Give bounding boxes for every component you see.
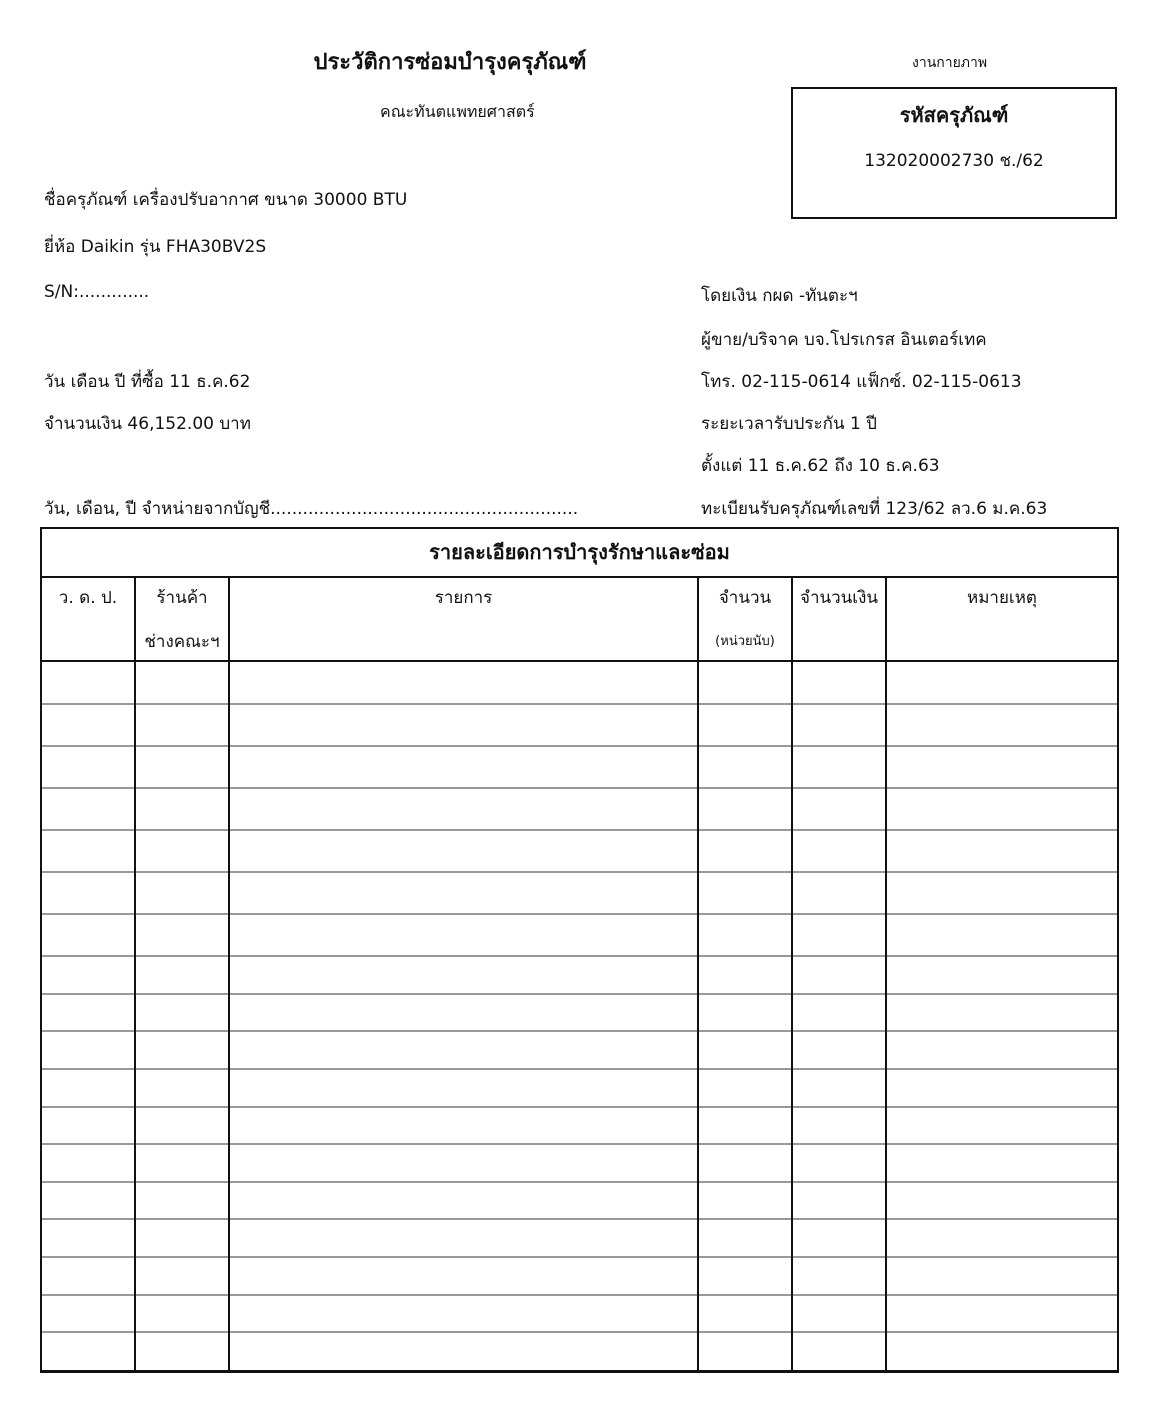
table-row-divider	[42, 703, 1117, 705]
col-header-remarks-text: หมายเหตุ	[967, 588, 1037, 608]
col-header-item-text: รายการ	[434, 588, 493, 608]
table-row-divider	[42, 1143, 1117, 1145]
col-header-date-text: ว. ด. ป.	[58, 588, 118, 608]
column-divider	[791, 578, 793, 1370]
serial-number: S/N:.............	[44, 282, 150, 302]
warranty-period: ตั้งแต่ 11 ธ.ค.62 ถึง 10 ธ.ค.63	[701, 456, 940, 476]
col-header-date	[42, 578, 134, 660]
column-divider	[697, 578, 699, 1370]
col-header-quantity-unit: (หน่วยนับ)	[715, 634, 775, 649]
table-row-divider	[42, 1218, 1117, 1220]
table-row-divider	[42, 1068, 1117, 1070]
registration-number: ทะเบียนรับครุภัณฑ์เลขที่ 123/62 ลว.6 ม.ค.63	[701, 499, 1048, 519]
table-row-divider	[42, 1106, 1117, 1108]
disposal-date: วัน, เดือน, ปี จำหน่ายจากบัญชี.........................................................	[44, 499, 579, 519]
col-header-quantity-line1: จำนวน	[718, 588, 772, 608]
vendor: ผู้ขาย/บริจาค บจ.โปรเกรส อินเตอร์เทค	[701, 330, 987, 350]
table-title: รายละเอียดการบำรุงรักษาและซ่อม	[42, 529, 1117, 578]
asset-code-value: 132020002730 ช./62	[864, 151, 1044, 171]
brand-model: ยี่ห้อ Daikin รุ่น FHA30BV2S	[44, 237, 267, 257]
table-row-divider	[42, 787, 1117, 789]
table-bottom-border	[40, 1370, 1119, 1373]
maintenance-table	[40, 527, 1119, 1372]
purchase-date: วัน เดือน ปี ที่ซื้อ 11 ธ.ค.62	[44, 372, 251, 392]
table-row-divider	[42, 829, 1117, 831]
col-header-shop-line2: ช่างคณะฯ	[144, 632, 220, 652]
purchase-amount: จำนวนเงิน 46,152.00 บาท	[44, 414, 251, 434]
col-header-amount-text: จำนวนเงิน	[799, 588, 879, 608]
table-row-divider	[42, 871, 1117, 873]
page-title-text: ประวัติการซ่อมบำรุงครุภัณฑ์	[313, 50, 587, 75]
department-name: งานกายภาพ	[912, 55, 988, 71]
col-header-amount	[793, 578, 885, 660]
table-row-divider	[42, 745, 1117, 747]
column-divider	[134, 578, 136, 1370]
table-row-divider	[42, 1256, 1117, 1258]
warranty-duration: ระยะเวลารับประกัน 1 ปี	[701, 414, 877, 434]
table-row-divider	[42, 1294, 1117, 1296]
column-divider	[228, 578, 230, 1370]
page-title	[0, 44, 900, 79]
col-header-shop	[136, 578, 228, 660]
col-header-quantity	[699, 578, 791, 660]
table-row-divider	[42, 993, 1117, 995]
faculty-name: คณะทันตแพทยศาสตร์	[380, 102, 535, 121]
col-header-remarks	[887, 578, 1117, 660]
asset-code-label: รหัสครุภัณฑ์	[899, 103, 1009, 127]
table-row-divider	[42, 955, 1117, 957]
col-header-shop-line1: ร้านค้า	[156, 588, 208, 608]
table-row-divider	[42, 1181, 1117, 1183]
funding-source: โดยเงิน กผด -ทันตะฯ	[701, 286, 858, 306]
col-header-item	[230, 578, 697, 660]
table-row-divider	[42, 1331, 1117, 1333]
table-row-divider	[42, 1030, 1117, 1032]
asset-name: ชื่อครุภัณฑ์ เครื่องปรับอากาศ ขนาด 30000 BTU	[44, 190, 408, 210]
asset-code-box	[791, 87, 1117, 219]
vendor-contact: โทร. 02-115-0614 แฟ็กซ์. 02-115-0613	[701, 372, 1022, 392]
column-divider	[885, 578, 887, 1370]
table-row-divider	[42, 913, 1117, 915]
